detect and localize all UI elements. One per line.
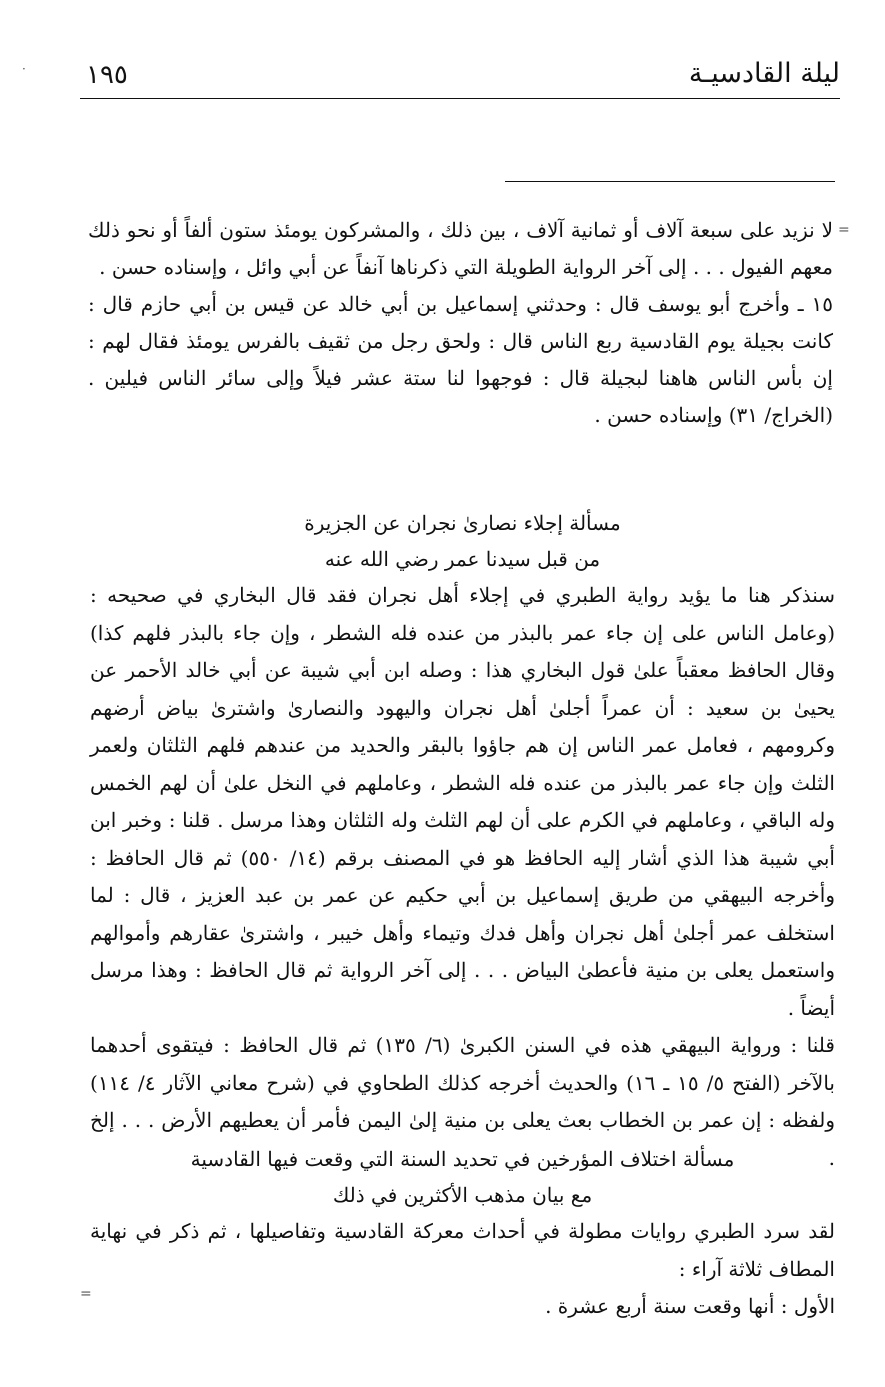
section-najran-expulsion (90, 505, 835, 1177)
page-number: ١٩٥ (86, 60, 128, 90)
section-heading: مسألة اختلاف المؤرخين في تحديد السنة التي وقعت فيها القادسية (190, 1147, 735, 1171)
margin-dot-mark: · (22, 62, 26, 76)
section-subheading: من قبل سيدنا عمر رضي الله عنه (324, 547, 601, 571)
paragraph: قلنا : ورواية البيهقي هذه في السنن الكبرىٰ (٦/ ١٣٥) ثم قال الحافظ : فيتقوى أحدهما بالآخر (الفتح ٥/ ١٥ ـ ١٦) والحديث أخرجه كذلك الطحاوي في (شرح معاني الآثار ٤/ ١١٤) ولفظه : إن عمر بن الخطاب بعث يعلى بن منية إلىٰ اليمن فأمر أن يعطيهم الأرض . . . إلخ . (90, 1033, 835, 1170)
footnote-continuation: لا نزيد على سبعة آلاف أو ثمانية آلاف ، بين ذلك ، والمشركون يومئذ ستون ألفاً أو نحو ذلك معهم الفيول . . . إلى آخر الرواية الطويلة التي ذكرناها آنفاً عن أبي وائل ، وإسناده حسن . (88, 218, 833, 279)
footnotes (88, 212, 833, 434)
paragraph: الأول : أنها وقعت سنة أربع عشرة . (545, 1294, 835, 1318)
section-qadisiyyah-year (90, 1141, 835, 1326)
page-header (80, 52, 840, 99)
footnote-15: ١٥ ـ وأخرج أبو يوسف قال : وحدثني إسماعيل بن أبي خالد عن قيس بن أبي حازم قال : كانت بجيلة يوم القادسية ربع الناس قال : ولحق رجل من ثقيف بالفرس يومئذ فقال لهم : إن بأس الناس هاهنا لبجيلة قال : فوجهوا لنا ستة عشر فيلاً وإلى سائر الناس فيلين . (الخراج/ ٣١) وإسناده حسن . (88, 292, 833, 427)
footnote-separator (505, 181, 835, 182)
running-title: ليلة القادسيـة (688, 58, 840, 89)
section-subheading: مع بيان مذهب الأكثرين في ذلك (332, 1183, 593, 1207)
section-heading: مسألة إجلاء نصارىٰ نجران عن الجزيرة (304, 511, 621, 535)
paragraph: لقد سرد الطبري روايات مطولة في أحداث معركة القادسية وتفاصيلها ، ثم ذكر في نهاية المطاف ثلاثة آراء : (90, 1219, 835, 1281)
continuation-mark-top: = (838, 222, 850, 238)
paragraph: سنذكر هنا ما يؤيد رواية الطبري في إجلاء أهل نجران فقد قال البخاري في صحيحه : (وعامل الناس على إن جاء عمر بالبذر من عنده فله الشطر ، وإن جاء بالبذر فلهم كذا) وقال الحافظ معقباً علىٰ قول البخاري هذا : وصله ابن أبي شيبة عن أبي خالد الأحمر عن يحيىٰ بن سعيد : أن عمراً أجلىٰ أهل نجران واليهود والنصارىٰ واشترىٰ بياض أرضهم وكرومهم ، فعامل عمر الناس إن هم جاؤوا بالبقر والحديد من عندهم فلهم الثلثان ولعمر الثلث وإن جاء عمر بالبذر من عنده فله الشطر ، وعاملهم في النخل علىٰ أن لهم الخمس وله الباقي ، وعاملهم في الكرم على أن لهم الثلث وله الثلثان وهذا مرسل . قلنا : وخبر ابن أبي شيبة هذا الذي أشار إليه الحافظ هو في المصنف برقم (١٤/ ٥٥٠) ثم قال الحافظ : وأخرجه البيهقي من طريق إسماعيل بن أبي حكيم عن عمر بن عبد العزيز ، قال : لما استخلف عمر أجلىٰ أهل نجران وأهل فدك وتيماء وأهل خيبر ، واشترىٰ عقارهم وأموالهم واستعمل يعلى بن منية فأعطىٰ البياض . . . إلى آخر الرواية ثم قال الحافظ : وهذا مرسل أيضاً . (90, 583, 835, 1020)
continuation-mark-bottom: = (80, 1286, 92, 1302)
